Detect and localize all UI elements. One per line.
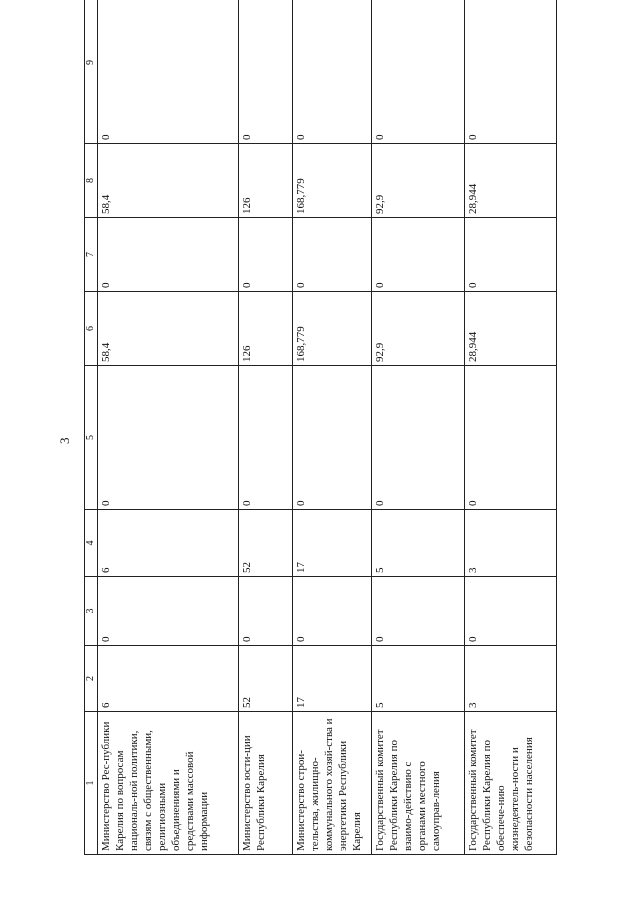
agency-name-cell: Государственный комитет Республики Карелия по взаимо-действию с органами местного самоуправ-ления: [372, 712, 465, 855]
header-cell: 5: [85, 366, 98, 510]
value-cell: 0: [239, 577, 293, 646]
value-cell: 0: [239, 0, 293, 144]
value-cell: 17: [293, 510, 372, 577]
value-cell: 126: [239, 292, 293, 366]
header-cell: 2: [85, 646, 98, 712]
data-table: [84, 45, 555, 855]
value-cell: 0: [239, 218, 293, 292]
value-cell: 5: [372, 646, 465, 712]
value-cell: 0: [293, 218, 372, 292]
agency-name-cell: Министерство юсти-ции Республики Карелия: [239, 712, 293, 855]
value-cell: 92,9: [372, 144, 465, 218]
value-cell: 0: [372, 218, 465, 292]
value-cell: 0: [293, 577, 372, 646]
value-cell: 0: [98, 218, 239, 292]
value-cell: 0: [98, 366, 239, 510]
page-number: 3: [57, 437, 72, 444]
value-cell: 0: [372, 366, 465, 510]
value-cell: 52: [239, 646, 293, 712]
value-cell: 5: [372, 510, 465, 577]
agency-name-cell: Государственный комитет Республики Карелия по обеспече-нию жизнедеятель-ности и безопасности населения: [465, 712, 557, 855]
value-cell: 168,779: [293, 144, 372, 218]
value-cell: 0: [293, 0, 372, 144]
table-row: [465, 0, 557, 855]
agency-name-cell: Министерство строи-тельства, жилищно-коммунального хозяй-ства и энергетики Республики Карелия: [293, 712, 372, 855]
value-cell: 58,4: [98, 292, 239, 366]
table-header-row: [85, 0, 98, 855]
value-cell: 92,9: [372, 292, 465, 366]
header-cell: 6: [85, 292, 98, 366]
table-row: [239, 0, 293, 855]
value-cell: 17: [293, 646, 372, 712]
value-cell: 0: [465, 577, 557, 646]
value-cell: 0: [465, 0, 557, 144]
value-cell: 6: [98, 510, 239, 577]
value-cell: 52: [239, 510, 293, 577]
header-cell: 3: [85, 577, 98, 646]
table-row: [98, 0, 239, 855]
agency-name-cell: Министерство Рес-публики Карелия по вопросам националь-ной политики, связям с общественными, религиозными объединениями и средствами массовой информации: [98, 712, 239, 855]
value-cell: 6: [98, 646, 239, 712]
value-cell: 3: [465, 646, 557, 712]
header-cell: 1: [85, 712, 98, 855]
value-cell: 0: [465, 366, 557, 510]
header-cell: 7: [85, 218, 98, 292]
header-cell: 4: [85, 510, 98, 577]
value-cell: 0: [98, 0, 239, 144]
header-cell: 9: [85, 0, 98, 144]
value-cell: 58,4: [98, 144, 239, 218]
table-row: [293, 0, 372, 855]
value-cell: 28,944: [465, 144, 557, 218]
value-cell: 0: [372, 577, 465, 646]
table-row: [372, 0, 465, 855]
value-cell: 168,779: [293, 292, 372, 366]
value-cell: 0: [239, 366, 293, 510]
value-cell: 28,944: [465, 292, 557, 366]
value-cell: 0: [98, 577, 239, 646]
value-cell: 0: [372, 0, 465, 144]
value-cell: 0: [293, 366, 372, 510]
value-cell: 126: [239, 144, 293, 218]
value-cell: 0: [465, 218, 557, 292]
value-cell: 3: [465, 510, 557, 577]
header-cell: 8: [85, 144, 98, 218]
